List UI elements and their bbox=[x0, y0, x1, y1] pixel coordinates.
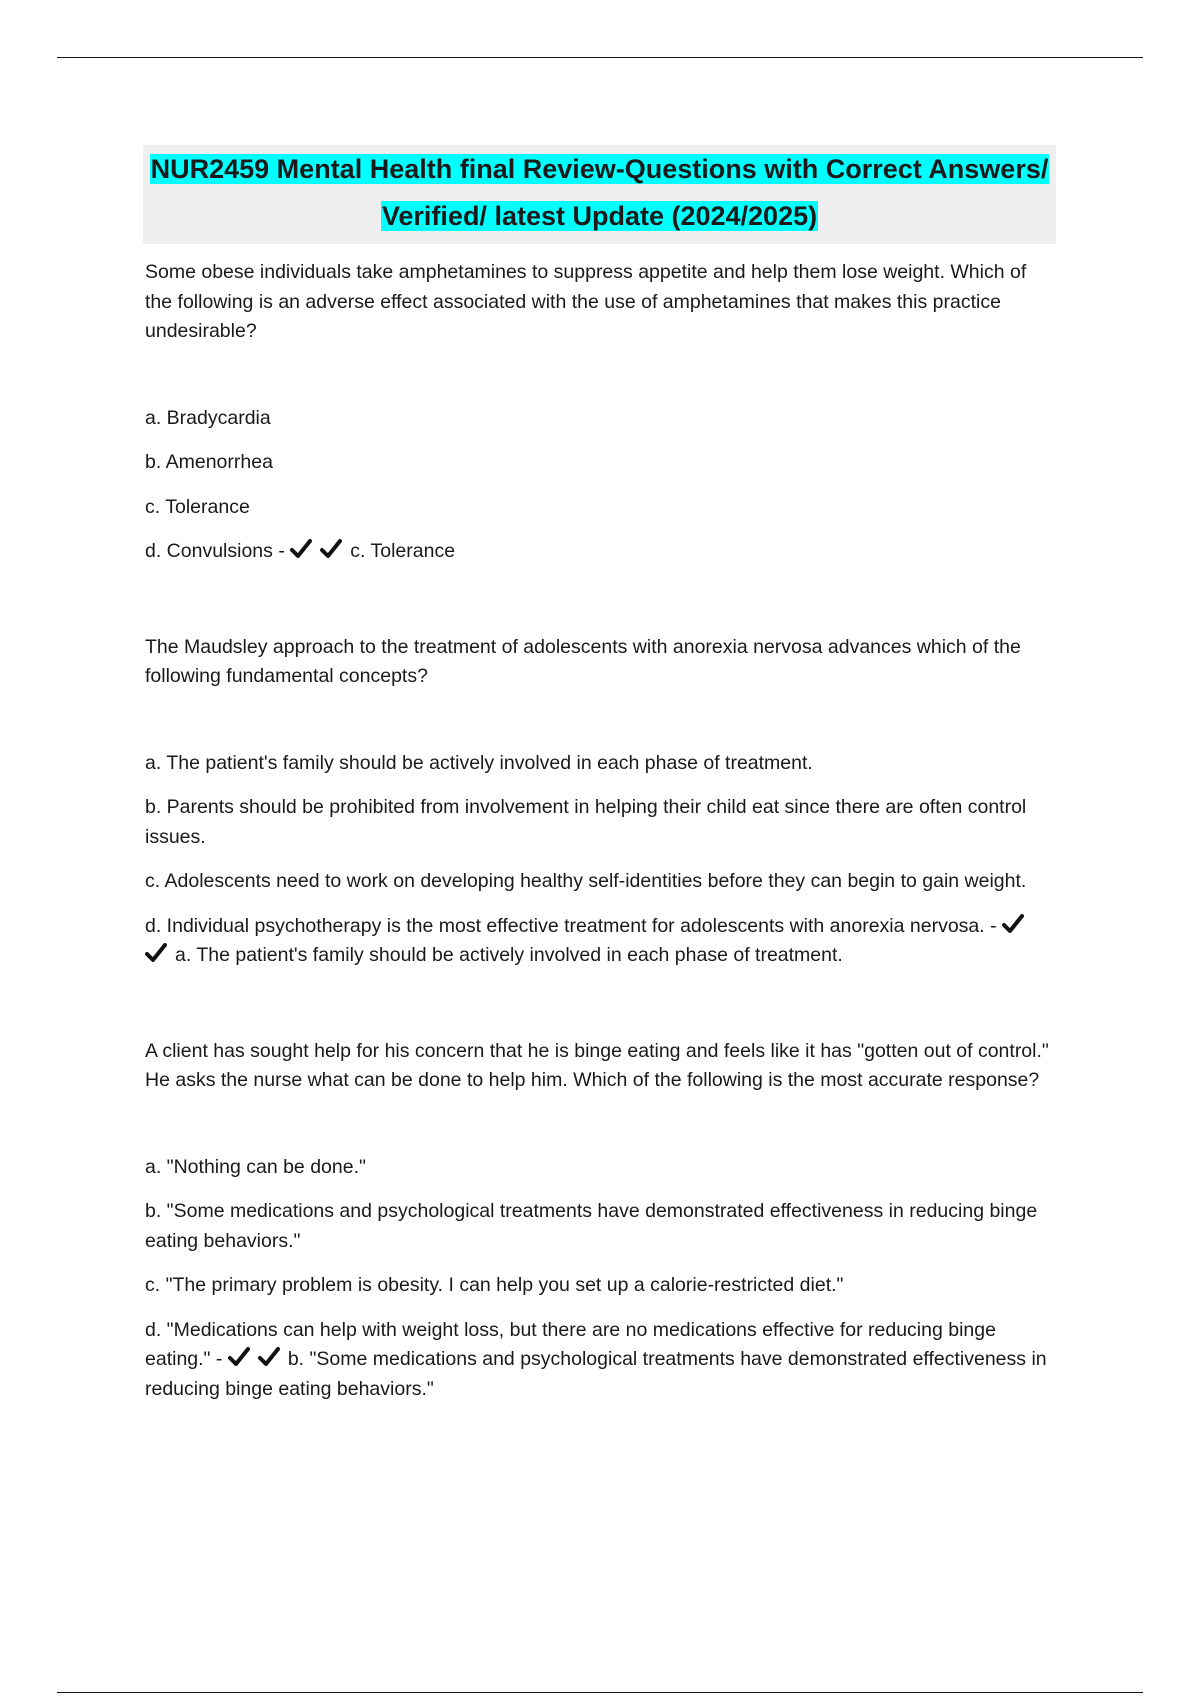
checkmark-icon bbox=[228, 1346, 250, 1368]
options-list-3 bbox=[145, 1153, 1058, 1405]
option-3a: a. "Nothing can be done." bbox=[145, 1155, 366, 1178]
question-stem-2: The Maudsley approach to the treatment of adolescents with anorexia nervosa advances which of the following fundamental concepts? bbox=[145, 635, 1021, 687]
option-1b: b. Amenorrhea bbox=[145, 451, 273, 473]
document-page bbox=[145, 145, 1058, 1404]
document-title: NUR2459 Mental Health final Review-Questions with Correct Answers/ Verified/ latest Update (2024/2025) bbox=[150, 154, 1049, 231]
option-1d: d. Convulsions - bbox=[145, 540, 285, 562]
option-3b: b. "Some medications and psychological treatments have demonstrated effectiveness in reducing binge eating behaviors." bbox=[145, 1200, 1038, 1252]
question-stem-3: A client has sought help for his concern that he is binge eating and feels like it has "gotten out of control." He asks the nurse what can be done to help him. Which of the following is the most accurate response? bbox=[145, 1039, 1049, 1091]
question-stem-1: Some obese individuals take amphetamines to suppress appetite and help them lose weight. Which of the following is an adverse effect associated with the use of amphetamines that makes this practice undesirable? bbox=[145, 261, 1027, 342]
checkmark-icon bbox=[258, 1346, 280, 1368]
checkmark-icon bbox=[1002, 913, 1024, 935]
option-3d-with-answer bbox=[145, 1316, 1058, 1405]
checkmark-icon bbox=[290, 538, 312, 560]
option-2d-with-answer bbox=[145, 912, 1058, 971]
option-2d: d. Individual psychotherapy is the most effective treatment for adolescents with anorexia nervosa. - bbox=[145, 914, 997, 937]
title-band bbox=[143, 145, 1056, 244]
checkmark-icon bbox=[145, 942, 167, 964]
option-3d: d. "Medications can help with weight loss, but there are no medications effective for reducing binge eating." - bbox=[145, 1318, 996, 1370]
top-rule bbox=[57, 57, 1143, 58]
options-list-1 bbox=[145, 404, 1058, 567]
options-list-2 bbox=[145, 749, 1058, 971]
option-1d-with-answer bbox=[145, 537, 1058, 567]
answer-3: b. "Some medications and psychological treatments have demonstrated effectiveness in reducing binge eating behaviors." bbox=[145, 1348, 1047, 1400]
option-3c: c. "The primary problem is obesity. I can help you set up a calorie-restricted diet." bbox=[145, 1274, 844, 1296]
option-2c: c. Adolescents need to work on developing healthy self-identities before they can begin to gain weight. bbox=[145, 870, 1027, 892]
option-2b: b. Parents should be prohibited from involvement in helping their child eat since there are often control issues. bbox=[145, 796, 1027, 848]
checkmark-icon bbox=[320, 538, 342, 560]
option-1a: a. Bradycardia bbox=[145, 406, 271, 429]
bottom-rule bbox=[57, 1692, 1143, 1693]
answer-1: c. Tolerance bbox=[350, 540, 456, 562]
answer-2: a. The patient's family should be actively involved in each phase of treatment. bbox=[175, 944, 843, 966]
option-2a: a. The patient's family should be actively involved in each phase of treatment. bbox=[145, 751, 813, 774]
option-1c: c. Tolerance bbox=[145, 495, 250, 518]
